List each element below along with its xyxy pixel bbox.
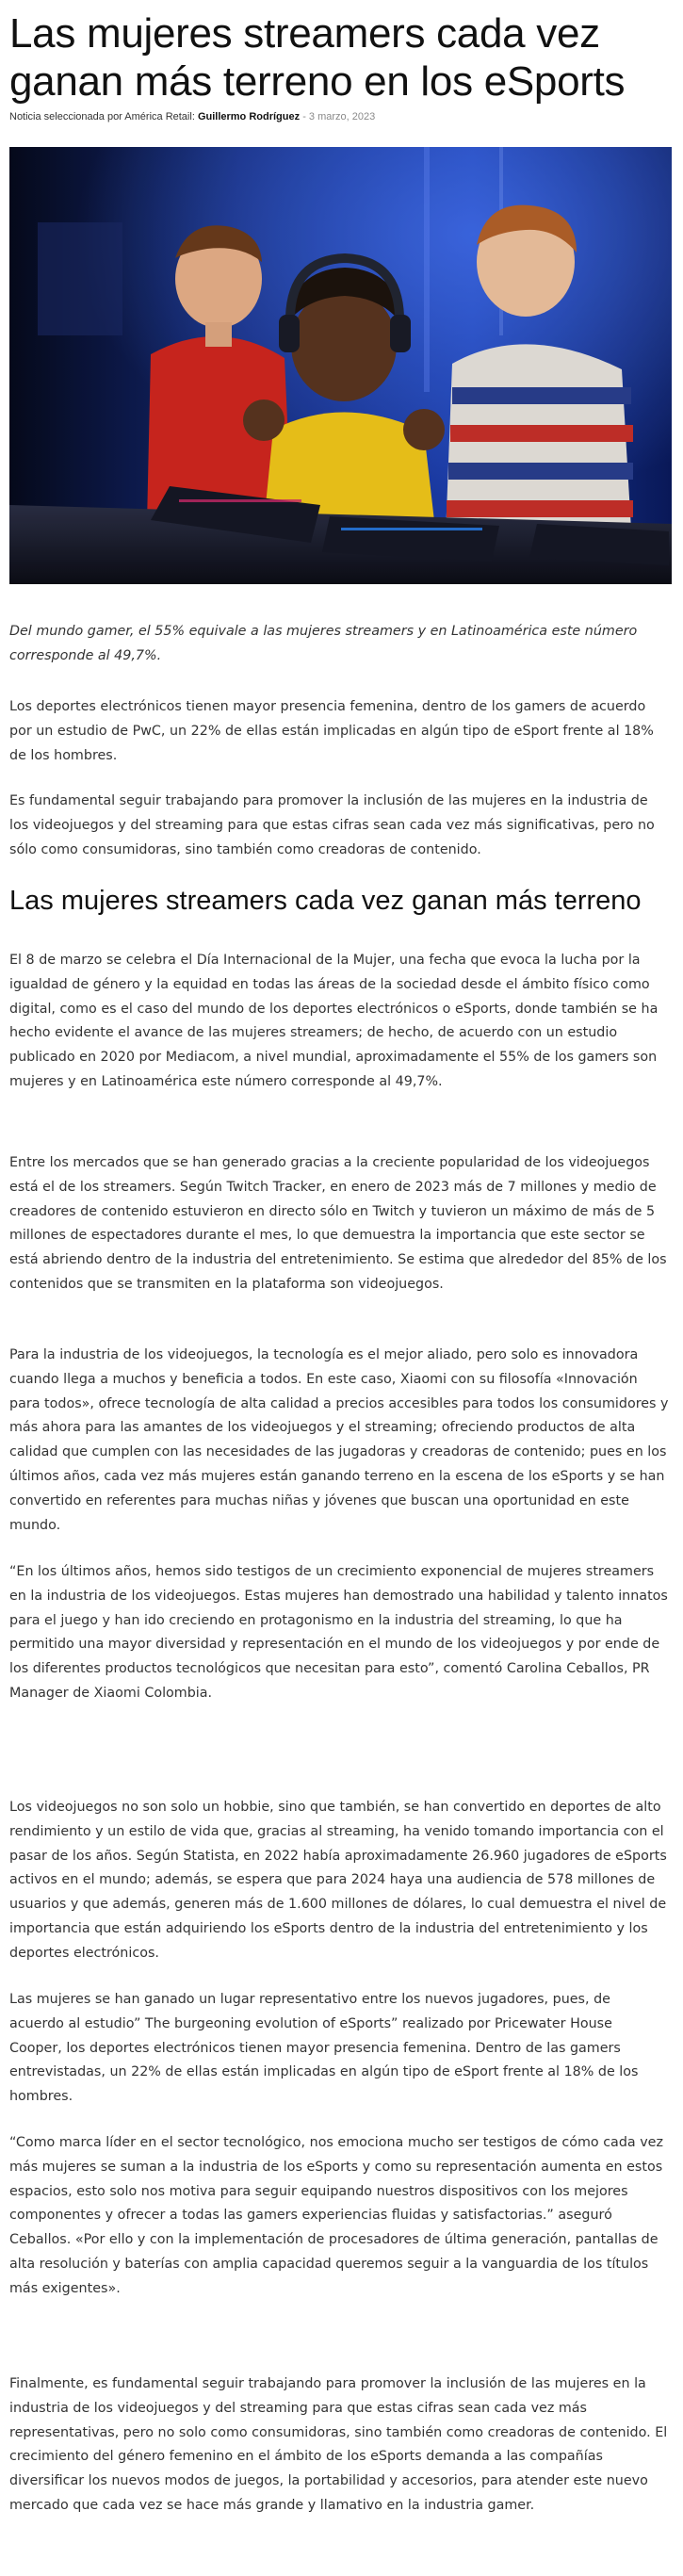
body-paragraph-8: Finalmente, es fundamental seguir trabajando para promover la inclusión de las mujeres en la industria de los videojuegos y del streaming para que estas cifras sean cada vez más representativas, pero no solo como consumidoras, sino también como creadoras de contenido. El crecimiento del género femenino en el ámbito de los eSports demanda a las compañías diversificar los nuevos modos de juegos, la portabilidad y accesorios, para atender este nuevo mercado que cada vez se hace más grande y llamativo en la industria gamer.: [9, 2376, 668, 2513]
photo-kids-gaming-icon: [9, 147, 672, 584]
article-meta: [9, 111, 375, 122]
body-paragraph-4: “En los últimos años, hemos sido testigos de un crecimiento exponencial de mujeres streamers en la industria de los videojuegos. Estas mujeres han demostrado una habilidad y talento innatos para el juego y han ido creciendo en protagonismo en la industria del streaming, lo que ha permitido una mayor diversidad y representación en el mundo de los videojuegos y por ende de los diferentes productos tecnológicos que necesitan para esto”, comentó Carolina Ceballos, PR Manager de Xiaomi Colombia.: [9, 1564, 668, 1701]
body-paragraph-5: Los videojuegos no son solo un hobbie, sino que también, se han convertido en deportes de alto rendimiento y un estilo de vida que, gracias al streaming, ha venido tomando importancia con el pasar de los años. Según Statista, en 2022 había aproximadamente 26.960 jugadores de eSports activos en el mundo; además, se espera que para 2024 haya una audiencia de 578 millones de usuarios y que además, generen más de 1.600 millones de dólares, lo cual demuestra el nivel de importancia que están adquiriendo los eSports dentro de la industria del entretenimiento y los deportes electrónicos.: [9, 1800, 667, 1961]
body-paragraph-6: Las mujeres se han ganado un lugar representativo entre los nuevos jugadores, pues, de acuerdo al estudio” The burgeoning evolution of eSports” realizado por Pricewater House Cooper, los deportes electrónicos tienen mayor presencia femenina. Dentro de las gamers entrevistadas, un 22% de ellas están implicadas en algún tipo de eSport frente al 18% de los hombres.: [9, 1992, 639, 2105]
image-caption: Del mundo gamer, el 55% equivale a las mujeres streamers y en Latinoamérica este número corresponde al 49,7%.: [9, 624, 638, 663]
intro-paragraph-1: Los deportes electrónicos tienen mayor presencia femenina, dentro de los gamers de acuerdo por un estudio de PwC, un 22% de ellas están implicadas en algún tipo de eSport frente al 18% de los hombres.: [9, 699, 654, 763]
article-title: Las mujeres streamers cada vez ganan más terreno en los eSports: [9, 10, 626, 105]
meta-separator: -: [302, 111, 306, 122]
body-paragraph-1: El 8 de marzo se celebra el Día Internacional de la Mujer, una fecha que evoca la lucha por la igualdad de género y la equidad en todas las áreas de la sociedad desde el ámbito físico como digital, como es el caso del mundo de los deportes electrónicos o eSports, donde también se ha hecho evidente el avance de las mujeres streamers; de hecho, de acuerdo con un estudio publicado en 2020 por Mediacom, a nivel mundial, aproximadamente el 55% de los gamers son mujeres y en Latinoamérica este número corresponde al 49,7%.: [9, 953, 659, 1089]
body-paragraph-2: Entre los mercados que se han generado gracias a la creciente popularidad de los videojuegos está el de los streamers. Según Twitch Tracker, en enero de 2023 más de 7 millones y medio de creadores de contenido estuvieron en directo sólo en Twitch y tuvieron un máximo de más de 5 millones de espectadores durante el mes, lo que demuestra la importancia que este sector se está abriendo dentro de la industria del entretenimiento. Se estima que alrededor del 85% de los contenidos que se transmiten en la plataforma son videojuegos.: [9, 1155, 667, 1292]
intro-paragraph-2: Es fundamental seguir trabajando para promover la inclusión de las mujeres en la industria de los videojuegos y del streaming para que estas cifras sean cada vez más significativas, pero no sólo como consumidoras, sino también como creadoras de contenido.: [9, 793, 655, 857]
publish-date: 3 marzo, 2023: [308, 111, 376, 122]
author-link[interactable]: Guillermo Rodríguez: [197, 111, 301, 122]
hero-image: [9, 147, 672, 584]
section-heading: Las mujeres streamers cada vez ganan más terreno: [9, 886, 642, 916]
meta-prefix: Noticia seleccionada por América Retail:: [9, 111, 195, 122]
body-paragraph-7: “Como marca líder en el sector tecnológico, nos emociona mucho ser testigos de cómo cada vez más mujeres se suman a la industria de los eSports y como su representación aumenta en estos espacios, esto solo nos motiva para seguir equipando nuestros dispositivos con los mejores componentes y ofrecer a todas las gamers experiencias fluidas y satisfactorias.” aseguró Ceballos. «Por ello y con la implementación de procesadores de última generación, pantallas de alta resolución y baterías con amplia capacidad queremos seguir a la vanguardia de los títulos más exigentes».: [9, 2135, 663, 2296]
body-paragraph-3: Para la industria de los videojuegos, la tecnología es el mejor aliado, pero solo es innovadora cuando llega a muchos y beneficia a todos. En este caso, Xiaomi con su filosofía «Innovación para todos», ofrece tecnología de alta calidad a precios accesibles para todos los consumidores y más ahora para las amantes de los videojuegos y el streaming; ofreciendo productos de alta calidad que cumplen con las necesidades de las jugadoras y creadoras de contenido; pues en los últimos años, cada vez más mujeres están ganando terreno en la escena de los eSports y se han convertido en referentes para muchas niñas y jóvenes que buscan una oportunidad en este mundo.: [9, 1347, 669, 1533]
